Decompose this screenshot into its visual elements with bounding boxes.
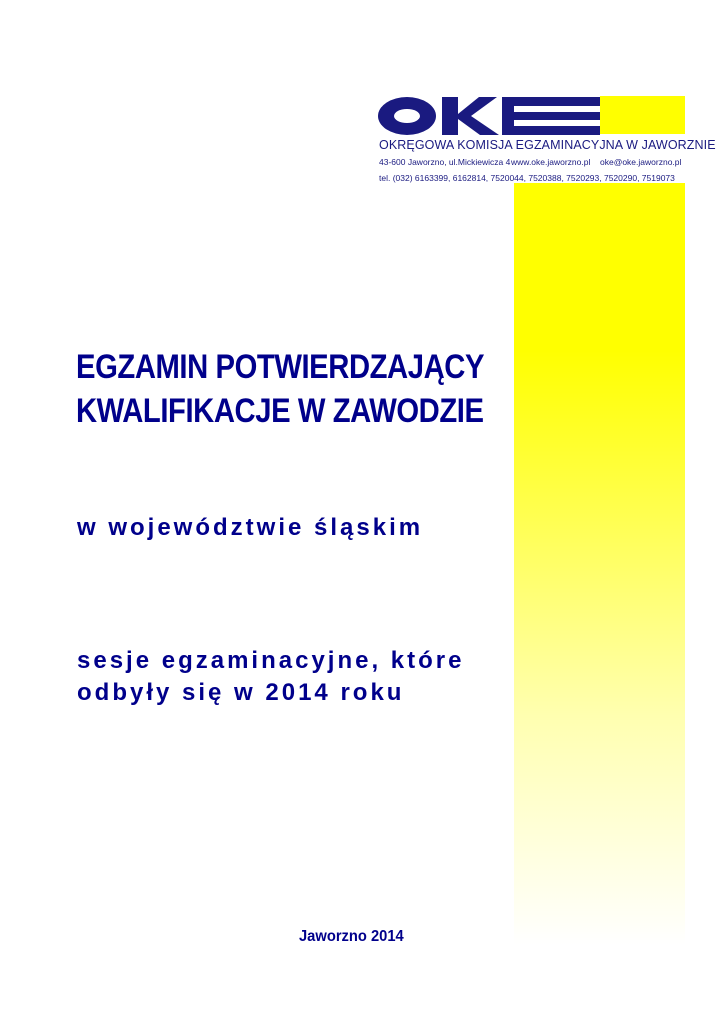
logo-yellow-strip — [600, 96, 685, 134]
sessions-subtitle — [77, 645, 465, 709]
region-subtitle: w województwie śląskim — [77, 514, 424, 541]
yellow-decorative-band — [514, 183, 685, 945]
document-title — [76, 345, 485, 433]
org-name: OKRĘGOWA KOMISJA EGZAMINACYJNA W JAWORZNIE — [379, 138, 716, 152]
logo-text: OKE — [377, 94, 380, 95]
org-email-link[interactable]: oke@oke.jaworzno.pl — [600, 157, 682, 167]
oke-logo — [377, 94, 609, 138]
org-address: 43-600 Jaworzno, ul.Mickiewicza 4 — [379, 157, 511, 167]
sessions-line-1: sesje egzaminacyjne, które — [77, 647, 465, 674]
title-line-1: EGZAMIN POTWIERDZAJĄCY — [76, 348, 485, 386]
org-website-link[interactable]: www.oke.jaworzno.pl — [511, 157, 591, 167]
footer-place-year: Jaworzno 2014 — [299, 928, 404, 945]
sessions-line-2: odbyły się w 2014 roku — [77, 679, 405, 706]
org-phones: tel. (032) 6163399, 6162814, 7520044, 7520388, 7520293, 7520290, 7519073 — [379, 173, 675, 183]
title-line-2: KWALIFIKACJE W ZAWODZIE — [76, 392, 484, 430]
